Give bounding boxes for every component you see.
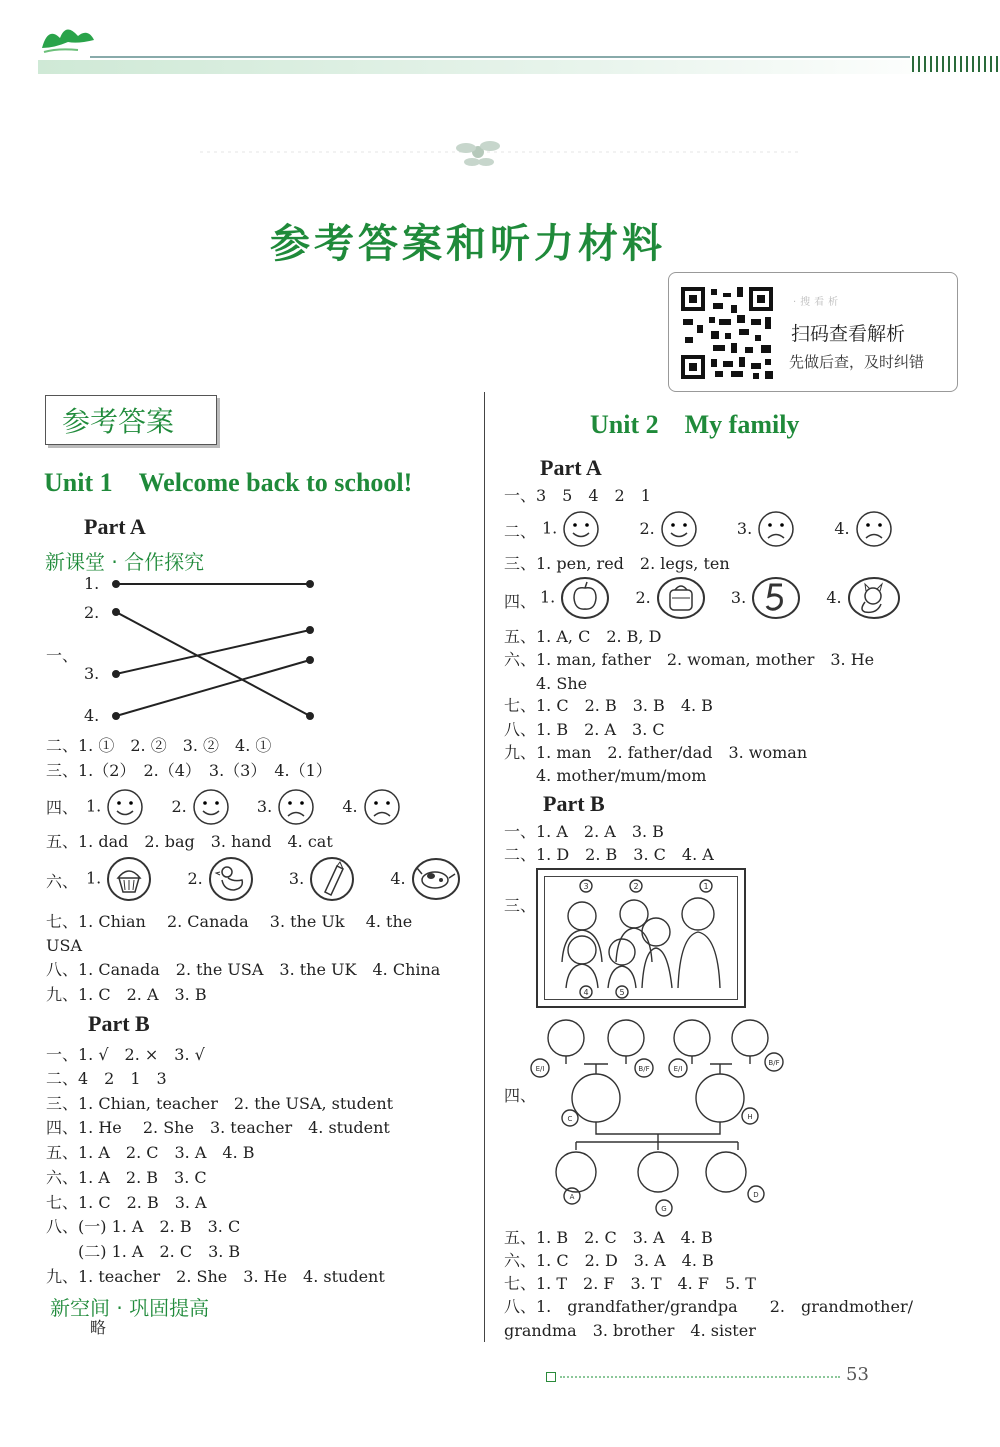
right-line-jiu-cont: 4. mother/mum/mom: [504, 766, 707, 785]
dog-icon: [411, 856, 461, 902]
left-b-line-10: 九、1. teacher 2. She 3. He 4. student: [46, 1267, 385, 1286]
omit-text: 略: [90, 1318, 107, 1337]
apple-icon: [560, 576, 610, 620]
page-title: 参考答案和听力材料: [270, 221, 666, 267]
section-label-box: [45, 395, 217, 445]
right-c-line-2: 六、1. C 2. D 3. A 4. B: [504, 1251, 714, 1270]
footer-square-icon: [546, 1372, 556, 1382]
tree-label-bf-2: B/F: [768, 1059, 780, 1067]
left-liu-pictures: [86, 856, 461, 902]
tree-label-ei-1: E/I: [535, 1065, 545, 1073]
picture-num: 4.: [826, 587, 842, 607]
family-drawing: [538, 870, 744, 1006]
unit2-title: Unit 2 My family: [590, 410, 800, 439]
tree-label-ei-2: E/I: [673, 1065, 683, 1073]
right-b-line-2: 二、1. D 2. B 3. C 4. A: [504, 845, 714, 864]
left-line-san: 三、1.（2） 2.（4） 3.（3） 4.（1）: [46, 761, 332, 780]
left-line-qi: 七、1. Chian 2. Canada 3. the Uk 4. the: [46, 912, 413, 931]
smile-face-icon: [192, 788, 230, 826]
left-si-faces: [86, 788, 401, 826]
unit2-part-b: Part B: [543, 791, 605, 816]
picture-num: 1.: [540, 587, 556, 607]
right-er-prefix: 二、: [504, 522, 537, 541]
smile-face-icon: [562, 510, 600, 548]
left-b-line-6: 六、1. A 2. B 3. C: [46, 1168, 207, 1187]
sad-face-icon: [363, 788, 401, 826]
right-line-qi: 七、1. C 2. B 3. B 4. B: [504, 696, 713, 715]
tree-label-bf-1: B/F: [638, 1065, 650, 1073]
picture-num: 3.: [288, 868, 305, 888]
left-line-jiu: 九、1. C 2. A 3. B: [46, 985, 207, 1004]
space-label: 新空间 · 巩固提高: [50, 1296, 210, 1320]
qr-subtitle: 先做后查，及时纠错: [789, 353, 925, 371]
sad-face-icon: [855, 510, 893, 548]
qr-box: [668, 272, 958, 392]
qr-code-icon[interactable]: [679, 285, 775, 381]
left-b-line-2: 二、4 2 1 3: [46, 1069, 167, 1088]
right-c-line-1: 五、1. B 2. C 3. A 4. B: [504, 1228, 713, 1247]
left-b-line-7: 七、1. C 2. B 3. A: [46, 1193, 207, 1212]
header-barcode-icon: [912, 56, 1000, 72]
family-label-3: 3: [583, 882, 589, 891]
page-number: 53: [846, 1364, 869, 1385]
face-num: 4.: [834, 518, 850, 538]
family-label-4: 4: [583, 988, 589, 997]
right-line-liu: 六、1. man, father 2. woman, mother 3. He: [504, 650, 875, 669]
unit1-title: Unit 1 Welcome back to school!: [44, 468, 413, 497]
bag-icon: [656, 576, 706, 620]
cat-icon: [847, 576, 901, 620]
family-tree: [530, 1012, 800, 1222]
left-b-line-3: 三、1. Chian, teacher 2. the USA, student: [46, 1094, 394, 1113]
face-num: 1.: [542, 518, 558, 538]
left-line-er: 二、1. ① 2. ② 3. ② 4. ①: [46, 736, 272, 755]
right-line-san: 三、1. pen, red 2. legs, ten: [504, 554, 730, 573]
family-picture: [536, 868, 746, 1008]
unit2-part-a: Part A: [540, 455, 602, 480]
footer-dotted-rule: [560, 1376, 840, 1378]
picture-num: 1.: [86, 868, 102, 888]
right-c-line-4: 八、1. grandfather/grandpa 2. grandmother/: [504, 1297, 913, 1316]
family-label-2: 2: [633, 882, 639, 891]
tree-label-a: A: [569, 1193, 575, 1201]
sad-face-icon: [277, 788, 315, 826]
qr-small-text: ·搜看析: [793, 297, 843, 308]
duck-icon: [208, 856, 254, 902]
right-c-line-5: grandma 3. brother 4. sister: [504, 1321, 756, 1340]
picture-num: 3.: [730, 587, 747, 607]
matching-prefix: 一、: [46, 646, 79, 665]
qr-title: 扫码查看解析: [791, 323, 906, 345]
smile-face-icon: [660, 510, 698, 548]
right-line-jiu: 九、1. man 2. father/dad 3. woman: [504, 743, 808, 762]
left-b-line-9: (二) 1. A 2. C 3. B: [46, 1242, 241, 1261]
header-rule: [90, 56, 910, 58]
column-divider: [484, 392, 485, 1342]
right-line-liu-cont: 4. She: [504, 674, 588, 693]
tree-label-g: G: [661, 1205, 667, 1213]
unit1-part-a: Part A: [84, 514, 146, 539]
right-er-faces: [542, 510, 893, 548]
right-line-yi: 一、3 5 4 2 1: [504, 486, 651, 505]
matching-lines: [100, 570, 330, 730]
tree-label-c: C: [567, 1115, 573, 1123]
right-si-b-prefix: 四、: [504, 1086, 537, 1105]
flower-ornament-icon: [200, 130, 800, 180]
matching-num-1: 1.: [84, 574, 100, 593]
tree-label-h: H: [747, 1113, 753, 1121]
face-num: 4.: [342, 796, 358, 816]
left-line-ba: 八、1. Canada 2. the USA 3. the UK 4. China: [46, 960, 441, 979]
tree-label-d: D: [753, 1191, 759, 1199]
header-band: [38, 60, 958, 74]
number-five-icon: [751, 576, 801, 620]
left-b-line-4: 四、1. He 2. She 3. teacher 4. student: [46, 1118, 390, 1137]
matching-num-4: 4.: [84, 706, 100, 725]
right-c-line-3: 七、1. T 2. F 3. T 4. F 5. T: [504, 1274, 756, 1293]
face-num: 3.: [256, 796, 273, 816]
picture-num: 2.: [635, 587, 651, 607]
left-line-wu: 五、1. dad 2. bag 3. hand 4. cat: [46, 832, 333, 851]
right-si-pictures: [540, 576, 901, 620]
picture-num: 4.: [390, 868, 406, 888]
class-label: 新课堂 · 合作探究: [45, 550, 205, 574]
sad-face-icon: [757, 510, 795, 548]
left-liu-prefix: 六、: [46, 872, 79, 891]
right-line-wu: 五、1. A, C 2. B, D: [504, 627, 662, 646]
right-si-prefix: 四、: [504, 592, 537, 611]
section-label: 参考答案: [62, 405, 175, 438]
left-b-line-1: 一、1. √ 2. × 3. √: [46, 1045, 205, 1064]
right-san-prefix: 三、: [504, 896, 537, 915]
face-num: 1.: [86, 796, 102, 816]
left-line-qi-cont: USA: [46, 936, 82, 955]
header-leaf-logo: [38, 18, 98, 58]
matching-num-2: 2.: [84, 603, 100, 622]
left-si-prefix: 四、: [46, 798, 79, 817]
cupcake-icon: [106, 856, 152, 902]
family-label-5: 5: [619, 988, 625, 997]
face-num: 3.: [736, 518, 753, 538]
picture-num: 2.: [187, 868, 203, 888]
right-line-ba: 八、1. B 2. A 3. C: [504, 720, 665, 739]
right-b-line-1: 一、1. A 2. A 3. B: [504, 822, 664, 841]
smile-face-icon: [106, 788, 144, 826]
family-label-1: 1: [703, 882, 709, 891]
left-b-line-8: 八、(一) 1. A 2. B 3. C: [46, 1217, 241, 1236]
crayon-icon: [309, 856, 355, 902]
face-num: 2.: [171, 796, 187, 816]
left-b-line-5: 五、1. A 2. C 3. A 4. B: [46, 1143, 255, 1162]
face-num: 2.: [639, 518, 655, 538]
unit1-part-b: Part B: [88, 1011, 150, 1036]
matching-num-3: 3.: [84, 664, 100, 683]
